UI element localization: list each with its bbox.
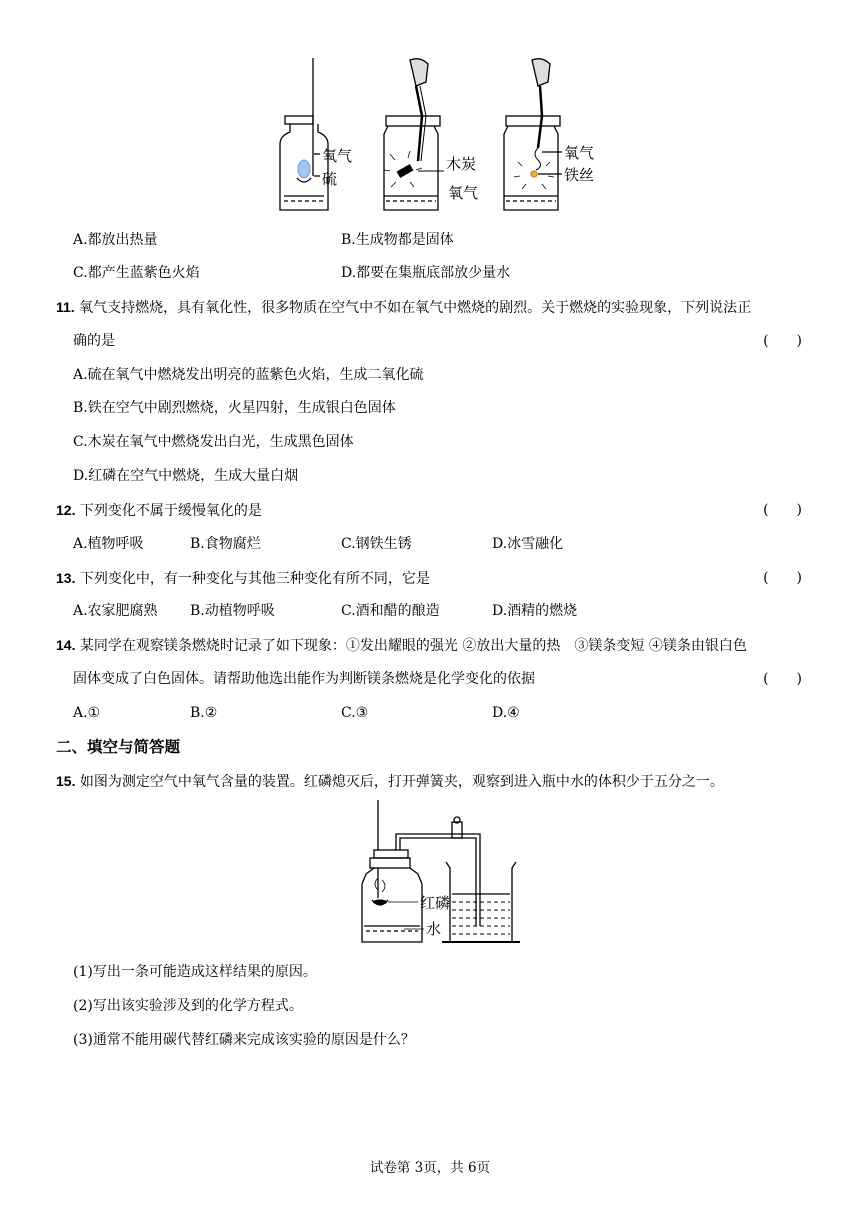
q14-stem-line1: 某同学在观察镁条燃烧时记录了如下现象：①发出耀眼的强光 ②放出大量的热 ③镁条变短 ④镁条由银白色 (79, 638, 747, 654)
q15-stem (56, 771, 724, 792)
q10-option-b[interactable]: B.生成物都是固体 (341, 232, 454, 248)
q10-option-a[interactable]: A.都放出热量 (73, 232, 158, 248)
label-oxygen-3: 氧气 (564, 144, 595, 162)
q10-option-c[interactable]: C.都产生蓝紫色火焰 (73, 265, 200, 281)
q11-stem-line2: 确的是 (73, 333, 115, 349)
q11-option-d[interactable]: D.红磷在空气中燃烧，生成大量白烟 (73, 468, 299, 484)
oxygen-content-apparatus-figure (352, 798, 524, 946)
q15-sub2: (2)写出该实验涉及到的化学方程式。 (73, 998, 303, 1014)
q11-option-a[interactable]: A.硫在氧气中燃烧发出明亮的蓝紫色火焰，生成二氧化硫 (73, 367, 424, 383)
q13-option-a[interactable]: A.农家肥腐熟 (73, 603, 158, 619)
q13-answer-bracket[interactable]: ( ) (763, 570, 802, 586)
q15-sub1: (1)写出一条可能造成这样结果的原因。 (73, 964, 317, 980)
q13-option-b[interactable]: B.动植物呼吸 (190, 603, 275, 619)
q12-option-b[interactable]: B.食物腐烂 (190, 536, 261, 552)
q12-stem-text: 下列变化不属于缓慢氧化的是 (79, 503, 262, 519)
q13-option-c[interactable]: C.酒和醋的酿造 (341, 603, 440, 619)
label-sulfur: 硫 (322, 170, 338, 188)
q12-option-a[interactable]: A.植物呼吸 (73, 536, 144, 552)
combustion-experiments-figure (270, 56, 610, 216)
q14-stem (56, 635, 747, 656)
label-charcoal: 木炭 (446, 155, 477, 173)
label-water: 水 (426, 920, 442, 938)
q14-option-b[interactable]: B.② (190, 705, 218, 721)
q11-answer-bracket[interactable]: ( ) (763, 333, 802, 349)
label-red-phosphorus: 红磷 (420, 894, 451, 912)
q11-option-c[interactable]: C.木炭在氧气中燃烧发出白光，生成黑色固体 (73, 434, 354, 450)
q14-stem-line2: 固体变成了白色固体。请帮助他选出能作为判断镁条燃烧是化学变化的依据 (73, 671, 535, 687)
q12-answer-bracket[interactable]: ( ) (763, 502, 802, 518)
q12-stem (56, 500, 262, 521)
q13-stem-text: 下列变化中，有一种变化与其他三种变化有所不同，它是 (79, 571, 430, 587)
q13-option-d[interactable]: D.酒精的燃烧 (492, 603, 578, 619)
iron-wire-jar (504, 59, 562, 210)
q12-option-c[interactable]: C.钢铁生锈 (341, 536, 412, 552)
label-oxygen-2: 氧气 (448, 184, 479, 202)
q15-sub3: (3)通常不能用碳代替红磷来完成该实验的原因是什么？ (73, 1032, 415, 1048)
q15-number: 15. (56, 773, 76, 789)
q11-number: 11. (56, 299, 75, 315)
q14-option-c[interactable]: C.③ (341, 705, 369, 721)
section-heading: 二、填空与简答题 (56, 738, 181, 756)
q15-stem-text: 如图为测定空气中氧气含量的装置。红磷熄灭后，打开弹簧夹，观察到进入瓶中水的体积少于五分之一。 (79, 774, 724, 790)
q14-number: 14. (56, 637, 76, 653)
q14-option-d[interactable]: D.④ (492, 705, 520, 721)
q14-answer-bracket[interactable]: ( ) (763, 671, 802, 687)
q14-option-a[interactable]: A.① (73, 705, 101, 721)
page-footer: 试卷第 3页，共 6页 (369, 1160, 491, 1176)
q13-stem (56, 568, 430, 589)
label-oxygen-1: 氧气 (322, 147, 353, 165)
q12-option-d[interactable]: D.冰雪融化 (492, 536, 564, 552)
q11-stem-line1: 氧气支持燃烧，具有氧化性，很多物质在空气中不如在氧气中燃烧的剧烈。关于燃烧的实验现象，下列说法正 (79, 300, 752, 316)
label-iron-wire: 铁丝 (564, 166, 595, 184)
q10-option-d[interactable]: D.都要在集瓶底部放少量水 (341, 265, 511, 281)
q13-number: 13. (56, 570, 76, 586)
charcoal-jar (384, 59, 440, 210)
sulfur-jar (280, 58, 328, 210)
q11-stem (56, 297, 751, 318)
q12-number: 12. (56, 502, 76, 518)
q11-option-b[interactable]: B.铁在空气中剧烈燃烧，火星四射，生成银白色固体 (73, 400, 396, 416)
